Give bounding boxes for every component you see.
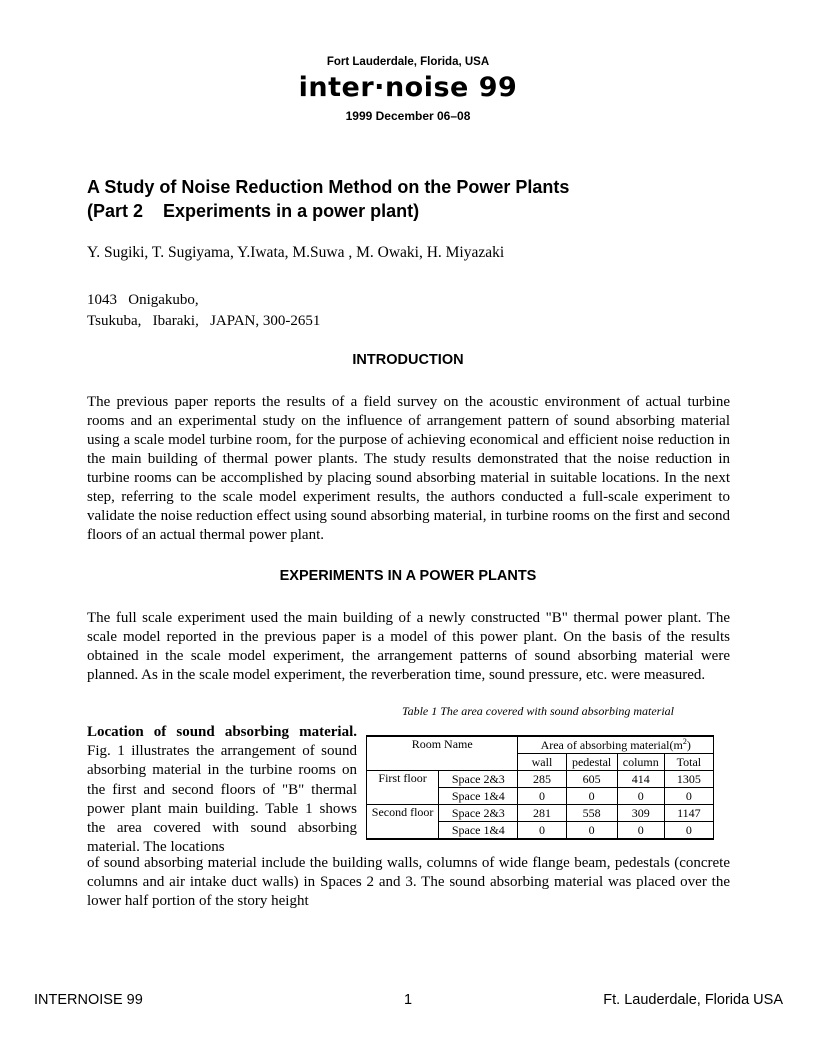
value-cell: 309: [617, 805, 664, 822]
location-paragraph-continued: of sound absorbing material include the building walls, columns of wide flange beam, pedestals (concrete columns and air intake duct walls) in Spaces 2 and 3. The sound absorbing material was placed over the lower half portion of the story height: [87, 855, 730, 909]
area-header-close: ): [686, 738, 691, 752]
value-cell: 0: [518, 788, 566, 805]
authors: Y. Sugiki, T. Sugiyama, Y.Iwata, M.Suwa , M. Owaki, H. Miyazaki: [87, 244, 505, 261]
table-header-row: [367, 736, 714, 754]
paper-title: [87, 175, 569, 223]
location-heading: Location of sound absorbing material.: [87, 724, 357, 740]
conference-location: Fort Lauderdale, Florida, USA: [326, 56, 490, 68]
col-column: column: [617, 754, 664, 771]
value-cell: 0: [566, 788, 617, 805]
area-header: [518, 736, 714, 754]
space-cell: Space 2&3: [439, 805, 518, 822]
area-header-text: Area of absorbing material(m: [540, 738, 683, 752]
intro-heading: INTRODUCTION: [352, 352, 464, 368]
footer-left: INTERNOISE 99: [34, 992, 143, 1008]
value-cell: 1305: [664, 771, 713, 788]
value-cell: 0: [664, 788, 713, 805]
address-line-1: 1043 Onigakubo,: [87, 292, 199, 308]
area-unit-sup: 2: [682, 737, 687, 746]
experiments-paragraph: The full scale experiment used the main building of a newly constructed "B" thermal power plant. The scale model reported in the previous paper is a model of this power plant. On the basis of the results obtained in the scale model experiment, the arrangement patterns of sound absorbing material were planned. As in the scale model experiment, the reverberation time, sound pressure, etc. were measured.: [87, 610, 730, 683]
title-line-2: (Part 2 Experiments in a power plant): [87, 201, 420, 221]
room-name-header: Room Name: [367, 736, 518, 771]
conference-logo: inter·noise 99: [298, 72, 518, 103]
address: [87, 290, 320, 332]
table-row: [367, 771, 714, 788]
value-cell: 558: [566, 805, 617, 822]
value-cell: 281: [518, 805, 566, 822]
value-cell: 0: [518, 822, 566, 840]
space-cell: Space 1&4: [439, 822, 518, 840]
page-number: 1: [403, 992, 413, 1008]
col-total: Total: [664, 754, 713, 771]
value-cell: 285: [518, 771, 566, 788]
value-cell: 0: [566, 822, 617, 840]
table-caption: Table 1 The area covered with sound absorbing material: [402, 704, 674, 718]
space-cell: Space 2&3: [439, 771, 518, 788]
experiments-heading: EXPERIMENTS IN A POWER PLANTS: [279, 568, 537, 584]
location-paragraph: [87, 723, 357, 857]
floor-cell: First floor: [367, 771, 439, 805]
value-cell: 414: [617, 771, 664, 788]
value-cell: 605: [566, 771, 617, 788]
floor-cell: Second floor: [367, 805, 439, 840]
space-cell: Space 1&4: [439, 788, 518, 805]
conference-dates: 1999 December 06–08: [345, 109, 471, 123]
col-pedestal: pedestal: [566, 754, 617, 771]
address-line-2: Tsukuba, Ibaraki, JAPAN, 300-2651: [87, 313, 321, 329]
area-table: [366, 735, 714, 840]
table-row: [367, 805, 714, 822]
title-line-1: A Study of Noise Reduction Method on the Power Plants: [87, 177, 570, 197]
value-cell: 0: [617, 788, 664, 805]
location-text: Fig. 1 illustrates the arrangement of sound absorbing material in the turbine rooms on the first and second floors of "B" thermal power plant main building. Table 1 shows the area covered with sound absorbing material. The locations: [87, 743, 357, 856]
value-cell: 1147: [664, 805, 713, 822]
col-wall: wall: [518, 754, 566, 771]
intro-paragraph: The previous paper reports the results of a field survey on the acoustic environment of actual turbine rooms and an experimental study on the influence of arrangement pattern of sound absorbing material using a scale model turbine room, for the purpose of achieving economical and efficient noise reduction in the main building of thermal power plants. The study results demonstrated that the noise reduction in turbine rooms can be accomplished by placing sound absorbing material in suitable locations. In the next step, referring to the scale model experiment results, the authors conducted a full-scale experiment to validate the noise reduction effect using sound absorbing material, in turbine rooms on the first and second floors of an actual thermal power plant.: [87, 394, 730, 543]
footer-right: Ft. Lauderdale, Florida USA: [603, 992, 783, 1008]
value-cell: 0: [664, 822, 713, 840]
value-cell: 0: [617, 822, 664, 840]
